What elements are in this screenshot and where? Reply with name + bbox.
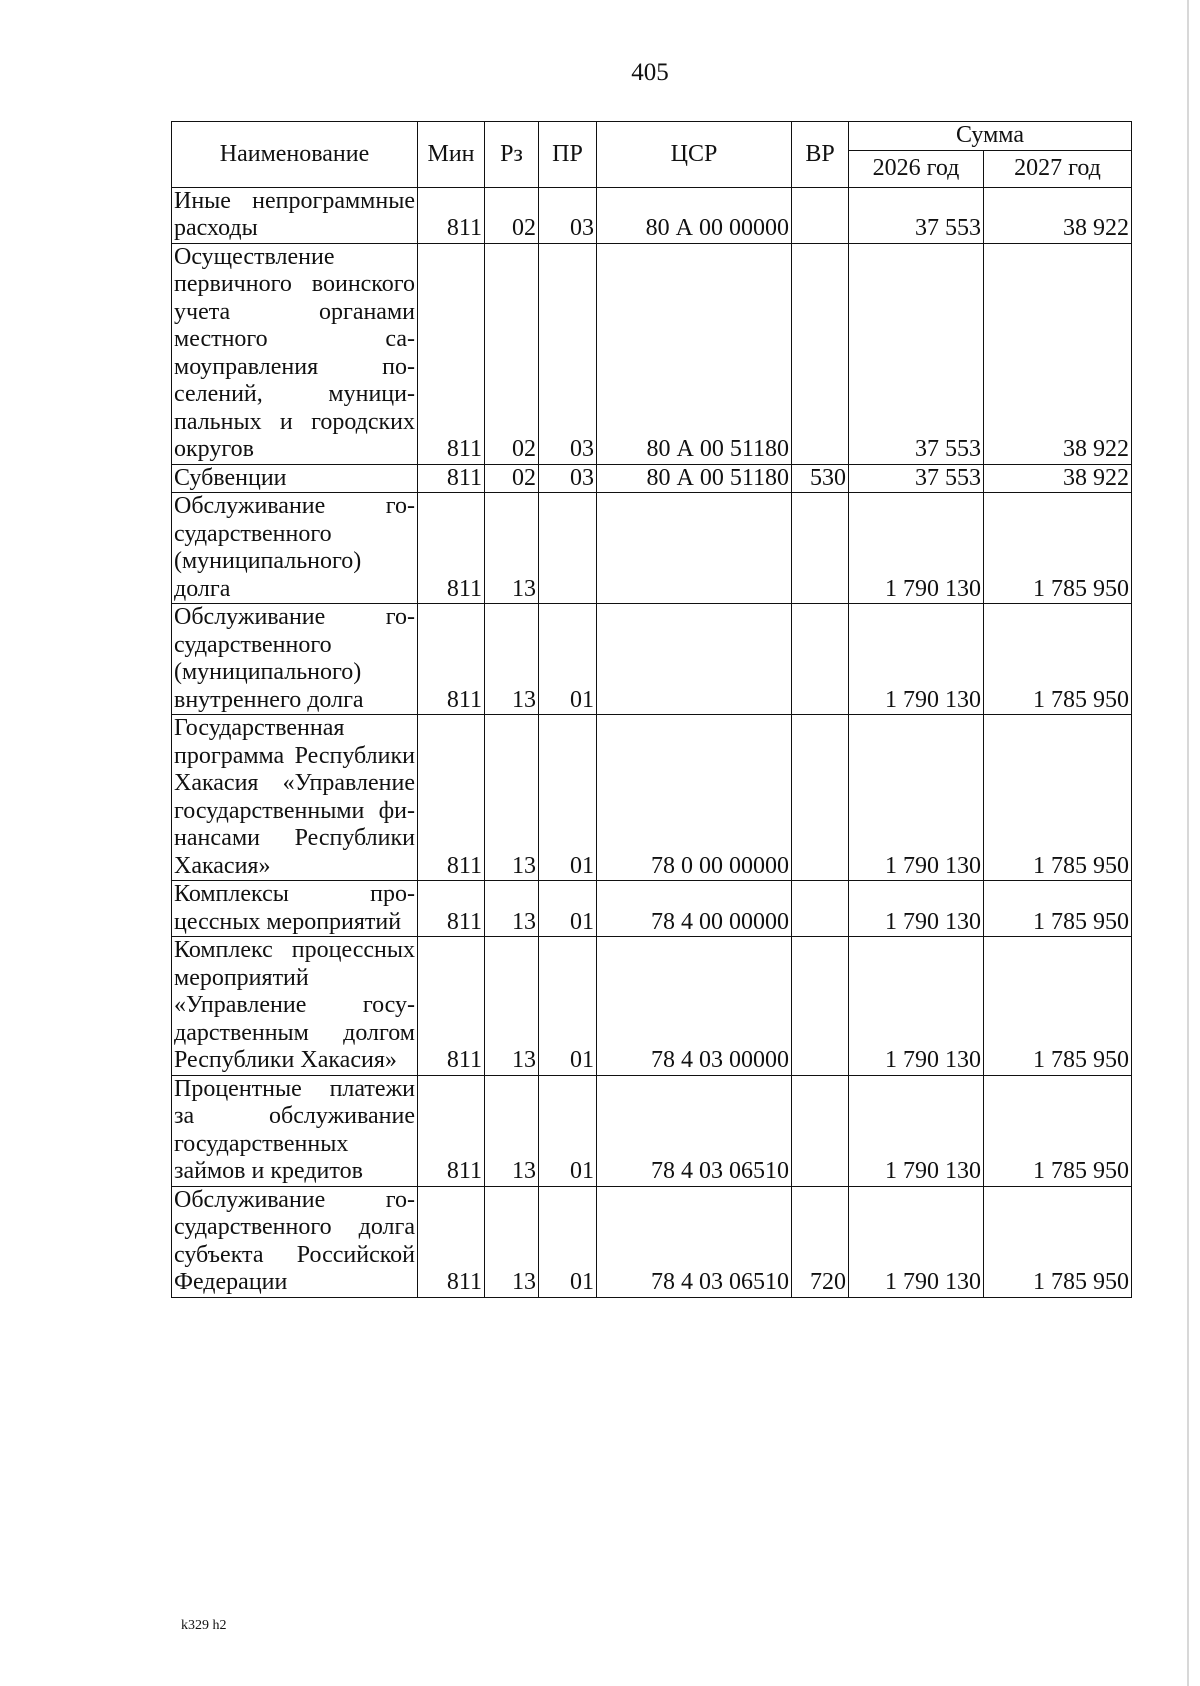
cell-2026: 1 790 130 <box>849 715 984 881</box>
cell-vr <box>792 604 849 715</box>
cell-rz: 13 <box>485 1186 539 1297</box>
cell-2027: 1 785 950 <box>984 493 1132 604</box>
table-row <box>172 881 1132 937</box>
cell-csr <box>597 604 792 715</box>
table-row <box>172 1186 1132 1297</box>
cell-2026: 1 790 130 <box>849 493 984 604</box>
cell-rz: 13 <box>485 881 539 937</box>
cell-csr: 78 0 00 00000 <box>597 715 792 881</box>
cell-min: 811 <box>418 464 485 493</box>
cell-pr: 03 <box>539 187 597 243</box>
table-row <box>172 464 1132 493</box>
cell-rz: 13 <box>485 715 539 881</box>
cell-csr: 80 А 00 00000 <box>597 187 792 243</box>
cell-min: 811 <box>418 715 485 881</box>
table-row <box>172 604 1132 715</box>
cell-pr: 01 <box>539 937 597 1076</box>
cell-min: 811 <box>418 604 485 715</box>
table-row <box>172 187 1132 243</box>
cell-rz: 02 <box>485 243 539 464</box>
table-row <box>172 937 1132 1076</box>
cell-csr: 78 4 03 06510 <box>597 1186 792 1297</box>
cell-vr: 530 <box>792 464 849 493</box>
cell-name: Процентные платежи за обслуживание государственных займов и кредитов <box>172 1075 418 1186</box>
cell-pr: 01 <box>539 881 597 937</box>
header-year-2027: 2027 год <box>984 150 1132 187</box>
cell-rz: 02 <box>485 464 539 493</box>
cell-pr: 01 <box>539 1186 597 1297</box>
cell-2027: 38 922 <box>984 243 1132 464</box>
header-min: Мин <box>418 122 485 188</box>
cell-name: Субвенции <box>172 464 418 493</box>
cell-pr: 01 <box>539 1075 597 1186</box>
table-row <box>172 715 1132 881</box>
cell-min: 811 <box>418 881 485 937</box>
cell-rz: 13 <box>485 493 539 604</box>
cell-2027: 1 785 950 <box>984 881 1132 937</box>
cell-2027: 1 785 950 <box>984 937 1132 1076</box>
cell-csr: 80 А 00 51180 <box>597 464 792 493</box>
header-pr: ПР <box>539 122 597 188</box>
header-name: Наименование <box>172 122 418 188</box>
cell-pr: 03 <box>539 243 597 464</box>
cell-2026: 1 790 130 <box>849 881 984 937</box>
cell-name: Осуществление первичного воинского учета органами местного самоуправления поселений, муниципальных и городских округов <box>172 243 418 464</box>
cell-name: Иные непрограммные расходы <box>172 187 418 243</box>
cell-vr <box>792 715 849 881</box>
cell-2027: 1 785 950 <box>984 604 1132 715</box>
budget-table <box>171 121 1132 1298</box>
cell-min: 811 <box>418 243 485 464</box>
cell-csr <box>597 493 792 604</box>
cell-vr <box>792 1075 849 1186</box>
footer-code: k329 h2 <box>181 1618 227 1633</box>
cell-name: Государственная программа Республики Хакасия «Управление государственными финансами Республики Хакасия» <box>172 715 418 881</box>
cell-csr: 78 4 03 06510 <box>597 1075 792 1186</box>
page-edge <box>1187 0 1189 1686</box>
header-vr: ВР <box>792 122 849 188</box>
cell-name: Комплексы процессных мероприятий <box>172 881 418 937</box>
cell-min: 811 <box>418 187 485 243</box>
cell-rz: 02 <box>485 187 539 243</box>
cell-csr: 78 4 03 00000 <box>597 937 792 1076</box>
header-csr: ЦСР <box>597 122 792 188</box>
cell-rz: 13 <box>485 937 539 1076</box>
page-number: 405 <box>631 59 669 86</box>
cell-2027: 1 785 950 <box>984 715 1132 881</box>
cell-vr <box>792 493 849 604</box>
cell-name: Обслуживание государственного долга субъекта Российской Федерации <box>172 1186 418 1297</box>
cell-vr <box>792 881 849 937</box>
cell-2026: 1 790 130 <box>849 937 984 1076</box>
cell-pr: 03 <box>539 464 597 493</box>
cell-rz: 13 <box>485 1075 539 1186</box>
cell-min: 811 <box>418 1075 485 1186</box>
cell-2027: 38 922 <box>984 187 1132 243</box>
cell-vr <box>792 187 849 243</box>
cell-name: Обслуживание государственного (муниципального) внутреннего долга <box>172 604 418 715</box>
cell-min: 811 <box>418 937 485 1076</box>
cell-2027: 38 922 <box>984 464 1132 493</box>
table-row <box>172 243 1132 464</box>
table-body <box>172 187 1132 1297</box>
cell-2026: 1 790 130 <box>849 1075 984 1186</box>
cell-min: 811 <box>418 1186 485 1297</box>
cell-min: 811 <box>418 493 485 604</box>
cell-vr: 720 <box>792 1186 849 1297</box>
cell-2027: 1 785 950 <box>984 1186 1132 1297</box>
header-sum: Сумма <box>849 122 1132 151</box>
cell-2026: 1 790 130 <box>849 604 984 715</box>
cell-2026: 1 790 130 <box>849 1186 984 1297</box>
cell-name: Комплекс процессных мероприятий «Управление государственным долгом Республики Хакасия» <box>172 937 418 1076</box>
cell-2026: 37 553 <box>849 464 984 493</box>
cell-pr: 01 <box>539 604 597 715</box>
cell-vr <box>792 937 849 1076</box>
cell-vr <box>792 243 849 464</box>
table-row <box>172 493 1132 604</box>
cell-csr: 80 А 00 51180 <box>597 243 792 464</box>
cell-rz: 13 <box>485 604 539 715</box>
cell-2027: 1 785 950 <box>984 1075 1132 1186</box>
header-rz: Рз <box>485 122 539 188</box>
cell-pr: 01 <box>539 715 597 881</box>
cell-2026: 37 553 <box>849 187 984 243</box>
table-row <box>172 1075 1132 1186</box>
cell-name: Обслуживание государственного (муниципального) долга <box>172 493 418 604</box>
cell-2026: 37 553 <box>849 243 984 464</box>
cell-csr: 78 4 00 00000 <box>597 881 792 937</box>
header-year-2026: 2026 год <box>849 150 984 187</box>
cell-pr <box>539 493 597 604</box>
